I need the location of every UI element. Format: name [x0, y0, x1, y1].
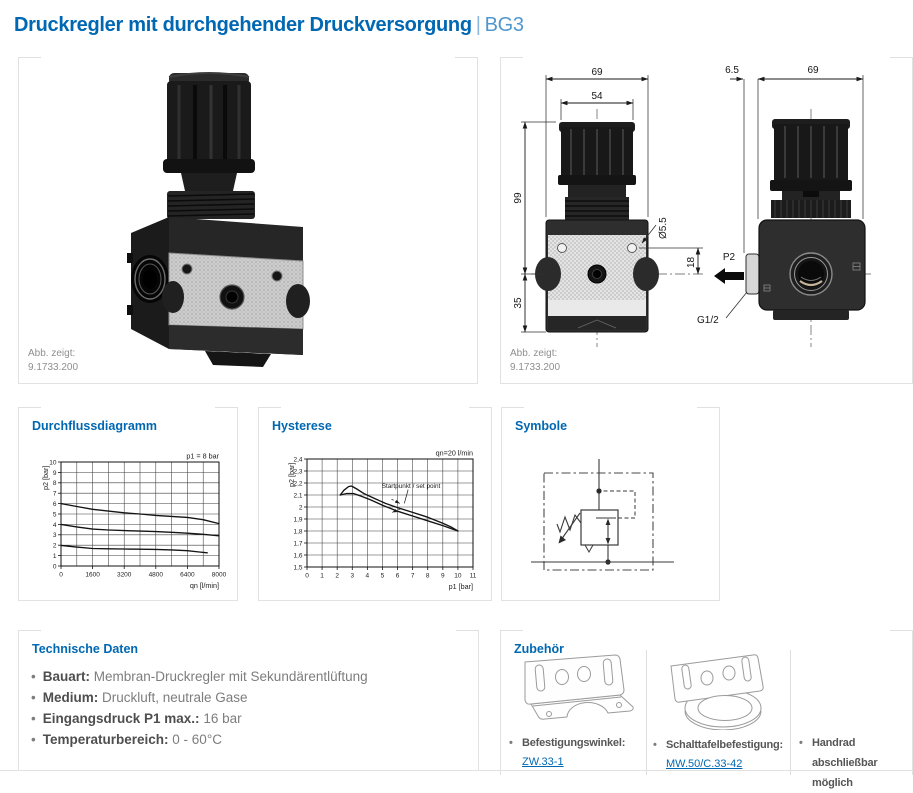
photo-caption-line2: 9.1733.200: [28, 362, 79, 373]
svg-text:p2 [bar]: p2 [bar]: [41, 465, 50, 490]
drawing-caption: [510, 347, 560, 375]
photo-caption-line1: Abb. zeigt:: [28, 348, 76, 359]
svg-text:5: 5: [52, 511, 57, 519]
accessory-label: Befestigungswinkel:: [522, 737, 626, 749]
accessory-column-panelmount: [653, 650, 787, 770]
svg-text:3: 3: [52, 532, 57, 540]
accessory-link-zw33[interactable]: ZW.33-1: [522, 756, 564, 768]
column-divider: [646, 650, 647, 775]
svg-text:1: 1: [52, 553, 57, 560]
p2-flow-arrow: [714, 268, 744, 284]
flow-diagram-panel: [18, 407, 238, 601]
svg-text:6400: 6400: [180, 571, 195, 579]
bullet: •: [653, 739, 657, 751]
svg-text:1,7: 1,7: [293, 540, 303, 548]
svg-text:1,8: 1,8: [293, 528, 303, 536]
svg-text:9: 9: [52, 469, 57, 477]
panel-mount-image: [653, 650, 785, 730]
dim-side-offset: 6.5: [725, 65, 739, 76]
accessory-item-bracket: [509, 733, 642, 753]
svg-text:2,1: 2,1: [293, 492, 303, 500]
hysteresis-panel: [258, 407, 492, 601]
pneumatic-symbol: [502, 407, 719, 600]
accessories-title: Zubehör: [514, 642, 564, 656]
svg-text:10: 10: [49, 459, 57, 467]
tech-item-label: Bauart:: [42, 669, 90, 684]
svg-text:2: 2: [335, 572, 339, 580]
svg-text:1,5: 1,5: [293, 564, 303, 572]
svg-text:qn=20 l/min: qn=20 l/min: [435, 448, 473, 458]
dim-front-width: 69: [591, 67, 603, 78]
drawing-caption-line1: Abb. zeigt:: [510, 348, 558, 359]
accessory-item-panelmount: [653, 735, 787, 755]
svg-text:4800: 4800: [148, 571, 164, 579]
svg-text:1600: 1600: [85, 571, 100, 579]
svg-text:2: 2: [298, 504, 303, 512]
svg-text:3200: 3200: [116, 571, 132, 579]
accessory-column-handwheel: [799, 733, 911, 793]
dim-hole-dia: Ø5.5: [658, 217, 669, 239]
bullet: •: [31, 669, 36, 684]
svg-text:2,3: 2,3: [293, 468, 303, 476]
product-photo: [19, 57, 477, 383]
technical-drawing-panel: [500, 57, 913, 384]
svg-text:11: 11: [469, 572, 477, 580]
tech-item-medium: [31, 687, 368, 708]
port-label: P2: [722, 252, 736, 263]
svg-text:8: 8: [52, 480, 57, 488]
svg-text:10: 10: [454, 572, 462, 580]
svg-text:0: 0: [59, 571, 63, 579]
tech-item-label: Eingangsdruck P1 max.:: [42, 711, 200, 726]
page-title: [14, 14, 524, 37]
svg-text:8000: 8000: [211, 571, 227, 579]
accessory-item-handwheel: [799, 733, 911, 793]
technical-data-panel: [18, 630, 479, 771]
dim-knob-width: 54: [591, 91, 603, 102]
svg-text:qn [l/min]: qn [l/min]: [189, 581, 219, 590]
photo-caption: [28, 347, 78, 375]
accessory-label: Handrad abschließbar möglich: [812, 737, 878, 789]
svg-text:6: 6: [395, 572, 400, 580]
svg-text:7: 7: [410, 572, 415, 580]
symbol-title: Symbole: [515, 419, 568, 433]
product-photo-panel: [18, 57, 478, 384]
svg-text:1: 1: [320, 572, 324, 580]
thread-label: G1/2: [697, 315, 719, 326]
svg-text:5: 5: [380, 572, 385, 580]
bullet: •: [31, 690, 36, 705]
flow-diagram-title: Durchflussdiagramm: [32, 419, 158, 433]
svg-text:8: 8: [425, 572, 430, 580]
dim-height-lower: 35: [513, 297, 524, 309]
dim-side-width: 69: [807, 65, 819, 76]
svg-text:p1 = 8 bar: p1 = 8 bar: [186, 451, 219, 461]
accessories-panel: [500, 630, 913, 789]
svg-text:4: 4: [52, 521, 57, 529]
bullet: •: [509, 737, 513, 749]
tech-item-label: Medium:: [42, 690, 99, 705]
svg-text:9: 9: [441, 572, 445, 580]
tech-item-value: Membran-Druckregler mit Sekundärentlüftung: [93, 669, 368, 684]
hysteresis-title: Hysterese: [272, 419, 332, 433]
page-title-separator: |: [475, 14, 481, 36]
bullet: •: [799, 737, 803, 749]
technical-data-list: [31, 666, 368, 750]
tech-item-label: Temperaturbereich:: [42, 732, 169, 747]
svg-text:1,6: 1,6: [293, 552, 303, 560]
drawing-side-view: [697, 65, 873, 347]
bullet: •: [31, 711, 36, 726]
svg-text:p2 [bar]: p2 [bar]: [287, 462, 296, 487]
technical-drawing: [501, 57, 912, 357]
tech-item-eingangsdruck: [31, 708, 368, 729]
tech-item-value: 0 - 60°C: [172, 732, 222, 747]
dim-height-upper: 99: [513, 192, 524, 204]
svg-text:3: 3: [350, 572, 355, 580]
mounting-bracket-image: [509, 650, 641, 728]
symbol-panel: [501, 407, 720, 601]
svg-text:Startpunkt / set point: Startpunkt / set point: [381, 482, 441, 490]
page-title-main: Druckregler mit durchgehender Druckversorgung: [14, 14, 472, 36]
drawing-front-view: [513, 67, 704, 347]
svg-text:4: 4: [365, 572, 370, 580]
bullet: •: [31, 732, 36, 747]
svg-text:2: 2: [52, 542, 57, 550]
tech-item-bauart: [31, 666, 368, 687]
accessory-link-mw50[interactable]: MW.50/C.33-42: [666, 758, 743, 770]
drawing-caption-line2: 9.1733.200: [510, 362, 561, 373]
tech-item-temperatur: [31, 729, 368, 750]
svg-text:7: 7: [52, 490, 57, 498]
svg-text:p1 [bar]: p1 [bar]: [448, 582, 473, 591]
hysteresis-chart: [263, 447, 487, 597]
flow-chart: [21, 449, 231, 597]
accessory-column-bracket: [509, 650, 642, 768]
column-divider: [790, 650, 791, 775]
tech-item-value: 16 bar: [203, 711, 242, 726]
svg-text:2,4: 2,4: [293, 456, 303, 464]
svg-text:6: 6: [52, 501, 57, 508]
svg-text:2,2: 2,2: [293, 480, 303, 488]
dim-hole-offset: 18: [686, 256, 697, 268]
svg-text:0: 0: [52, 563, 57, 571]
svg-text:1,9: 1,9: [293, 516, 303, 524]
accessory-label: Schalttafelbefestigung:: [666, 739, 784, 751]
page-divider: [0, 770, 913, 771]
technical-data-title: Technische Daten: [32, 642, 139, 656]
tech-item-value: Druckluft, neutrale Gase: [102, 690, 248, 705]
page-title-series: BG3: [484, 14, 524, 36]
regulator-illustration: [127, 73, 310, 367]
svg-text:0: 0: [305, 572, 309, 580]
